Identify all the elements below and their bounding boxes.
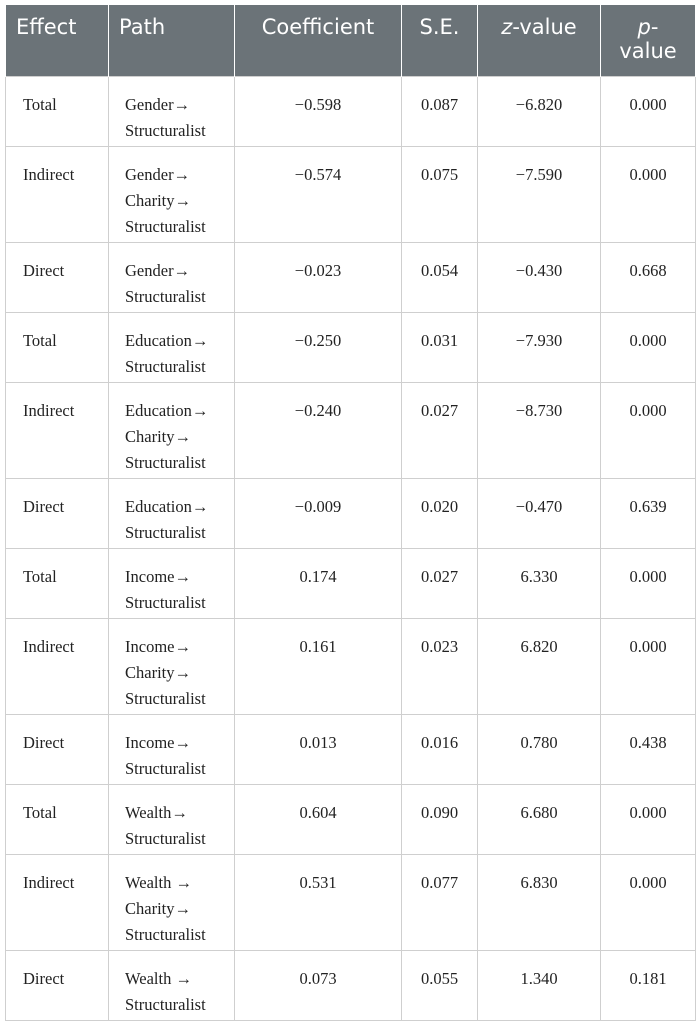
header-coefficient: Coefficient bbox=[235, 5, 402, 76]
p-value-cell: 0.438 bbox=[601, 714, 696, 784]
path-segment: Structuralist bbox=[125, 828, 206, 848]
path-segment: Structuralist bbox=[125, 356, 206, 376]
z-value-cell: −7.590 bbox=[478, 146, 601, 242]
z-value-cell: −0.430 bbox=[478, 242, 601, 312]
z-value-cell: 6.330 bbox=[478, 548, 601, 618]
effect-cell: Indirect bbox=[6, 382, 109, 478]
header-p-rest: - bbox=[650, 15, 659, 39]
path-segment: Income→ bbox=[125, 566, 191, 586]
header-z-rest: -value bbox=[512, 15, 577, 39]
path-cell bbox=[109, 146, 235, 242]
se-cell: 0.090 bbox=[402, 784, 478, 854]
path-segment: Wealth → bbox=[125, 968, 192, 988]
p-value-cell: 0.000 bbox=[601, 76, 696, 146]
effect-cell: Direct bbox=[6, 714, 109, 784]
path-cell bbox=[109, 382, 235, 478]
table-row bbox=[6, 950, 696, 1020]
path-cell bbox=[109, 312, 235, 382]
z-value-cell: 6.830 bbox=[478, 854, 601, 950]
coefficient-cell: 0.073 bbox=[235, 950, 402, 1020]
table-body bbox=[6, 76, 696, 1020]
table-header bbox=[6, 5, 696, 76]
path-cell bbox=[109, 242, 235, 312]
coefficient-cell: 0.013 bbox=[235, 714, 402, 784]
path-segment: Gender→ bbox=[125, 260, 191, 280]
z-value-cell: 6.680 bbox=[478, 784, 601, 854]
se-cell: 0.027 bbox=[402, 382, 478, 478]
effect-cell: Direct bbox=[6, 950, 109, 1020]
path-segment: Structuralist bbox=[125, 452, 206, 472]
z-value-cell: 6.820 bbox=[478, 618, 601, 714]
coefficient-cell: 0.531 bbox=[235, 854, 402, 950]
path-segment: Wealth→ bbox=[125, 802, 188, 822]
effect-cell: Indirect bbox=[6, 618, 109, 714]
coefficient-cell: −0.023 bbox=[235, 242, 402, 312]
header-path: Path bbox=[109, 5, 235, 76]
header-z-italic: z bbox=[501, 15, 513, 39]
table-row bbox=[6, 618, 696, 714]
path-segment: Wealth → bbox=[125, 872, 192, 892]
header-p-italic: p bbox=[637, 15, 651, 39]
p-value-cell: 0.668 bbox=[601, 242, 696, 312]
effect-cell: Total bbox=[6, 76, 109, 146]
effect-cell: Direct bbox=[6, 242, 109, 312]
z-value-cell: −6.820 bbox=[478, 76, 601, 146]
path-segment: Charity→ bbox=[125, 662, 191, 682]
coefficient-cell: 0.174 bbox=[235, 548, 402, 618]
path-segment: Structuralist bbox=[125, 286, 206, 306]
header-z-value bbox=[478, 5, 601, 76]
table-row bbox=[6, 76, 696, 146]
path-segment: Charity→ bbox=[125, 426, 191, 446]
path-segment: Structuralist bbox=[125, 216, 206, 236]
p-value-cell: 0.000 bbox=[601, 854, 696, 950]
coefficient-cell: −0.574 bbox=[235, 146, 402, 242]
p-value-cell: 0.000 bbox=[601, 382, 696, 478]
path-cell bbox=[109, 854, 235, 950]
header-effect: Effect bbox=[6, 5, 109, 76]
path-cell bbox=[109, 714, 235, 784]
effect-cell: Total bbox=[6, 312, 109, 382]
z-value-cell: −0.470 bbox=[478, 478, 601, 548]
table-row bbox=[6, 548, 696, 618]
header-row bbox=[6, 5, 696, 76]
se-cell: 0.077 bbox=[402, 854, 478, 950]
path-segment: Income→ bbox=[125, 636, 191, 656]
table-row bbox=[6, 478, 696, 548]
path-segment: Education→ bbox=[125, 496, 209, 516]
path-segment: Structuralist bbox=[125, 758, 206, 778]
path-cell bbox=[109, 784, 235, 854]
path-segment: Charity→ bbox=[125, 190, 191, 210]
p-value-cell: 0.639 bbox=[601, 478, 696, 548]
path-segment: Gender→ bbox=[125, 94, 191, 114]
coefficient-cell: 0.604 bbox=[235, 784, 402, 854]
header-p-line2: value bbox=[619, 39, 677, 63]
effect-cell: Indirect bbox=[6, 854, 109, 950]
path-segment: Structuralist bbox=[125, 592, 206, 612]
coefficient-cell: −0.009 bbox=[235, 478, 402, 548]
coefficient-cell: −0.240 bbox=[235, 382, 402, 478]
table-row bbox=[6, 146, 696, 242]
path-cell bbox=[109, 548, 235, 618]
path-segment: Structuralist bbox=[125, 522, 206, 542]
header-se: S.E. bbox=[402, 5, 478, 76]
table-row bbox=[6, 312, 696, 382]
se-cell: 0.016 bbox=[402, 714, 478, 784]
path-segment: Structuralist bbox=[125, 994, 206, 1014]
p-value-cell: 0.000 bbox=[601, 312, 696, 382]
se-cell: 0.020 bbox=[402, 478, 478, 548]
table-row bbox=[6, 854, 696, 950]
p-value-cell: 0.000 bbox=[601, 784, 696, 854]
se-cell: 0.075 bbox=[402, 146, 478, 242]
se-cell: 0.023 bbox=[402, 618, 478, 714]
table-row bbox=[6, 242, 696, 312]
path-segment: Education→ bbox=[125, 400, 209, 420]
path-segment: Charity→ bbox=[125, 898, 191, 918]
path-segment: Gender→ bbox=[125, 164, 191, 184]
se-cell: 0.054 bbox=[402, 242, 478, 312]
effect-cell: Direct bbox=[6, 478, 109, 548]
z-value-cell: 0.780 bbox=[478, 714, 601, 784]
z-value-cell: −8.730 bbox=[478, 382, 601, 478]
se-cell: 0.087 bbox=[402, 76, 478, 146]
path-cell bbox=[109, 950, 235, 1020]
path-segment: Structuralist bbox=[125, 924, 206, 944]
p-value-cell: 0.181 bbox=[601, 950, 696, 1020]
table-row bbox=[6, 382, 696, 478]
coefficient-cell: −0.598 bbox=[235, 76, 402, 146]
header-p-value bbox=[601, 5, 696, 76]
coefficient-cell: −0.250 bbox=[235, 312, 402, 382]
effect-cell: Total bbox=[6, 548, 109, 618]
coefficient-cell: 0.161 bbox=[235, 618, 402, 714]
path-segment: Education→ bbox=[125, 330, 209, 350]
p-value-cell: 0.000 bbox=[601, 618, 696, 714]
se-cell: 0.031 bbox=[402, 312, 478, 382]
effect-cell: Total bbox=[6, 784, 109, 854]
p-value-cell: 0.000 bbox=[601, 146, 696, 242]
table-row bbox=[6, 784, 696, 854]
mediation-effects-table bbox=[5, 5, 696, 1021]
z-value-cell: 1.340 bbox=[478, 950, 601, 1020]
effect-cell: Indirect bbox=[6, 146, 109, 242]
path-cell bbox=[109, 76, 235, 146]
path-segment: Structuralist bbox=[125, 120, 206, 140]
p-value-cell: 0.000 bbox=[601, 548, 696, 618]
se-cell: 0.027 bbox=[402, 548, 478, 618]
path-segment: Income→ bbox=[125, 732, 191, 752]
path-segment: Structuralist bbox=[125, 688, 206, 708]
table-row bbox=[6, 714, 696, 784]
se-cell: 0.055 bbox=[402, 950, 478, 1020]
path-cell bbox=[109, 478, 235, 548]
z-value-cell: −7.930 bbox=[478, 312, 601, 382]
path-cell bbox=[109, 618, 235, 714]
